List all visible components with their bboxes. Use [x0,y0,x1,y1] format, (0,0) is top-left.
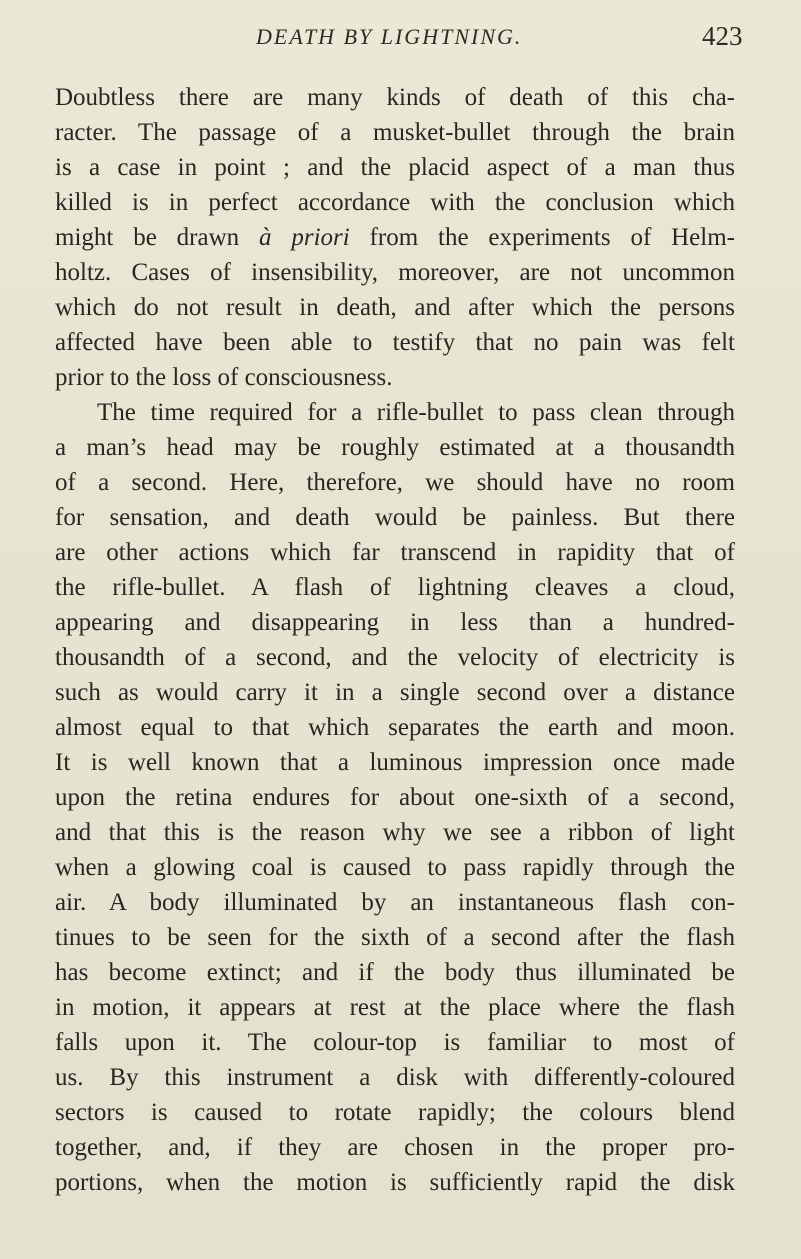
text-line: are other actions which far transcend in rapidity that of [55,539,735,566]
text-line: upon the retina endures for about one-sixth of a second, [55,784,735,811]
text-line: The time required for a rifle-bullet to pass clean through [97,399,735,426]
text-line: of a second. Here, therefore, we should have no room [55,469,735,496]
text-line: killed is in perfect accordance with the conclusion which [55,189,735,216]
text-line: in motion, it appears at rest at the place where the flash [55,994,735,1021]
body-text [55,80,735,1200]
text-line: and that this is the reason why we see a ribbon of light [55,819,735,846]
text-line: has become extinct; and if the body thus illuminated be [55,959,735,986]
text-line: us. By this instrument a disk with differently-coloured [55,1064,735,1091]
text-line: the rifle-bullet. A flash of lightning cleaves a cloud, [55,574,735,601]
text-line: affected have been able to testify that no pain was felt [55,329,735,356]
paragraph-2 [55,395,735,1200]
text-line: sectors is caused to rotate rapidly; the colours blend [55,1099,735,1126]
paragraph-1 [55,80,735,395]
text-line: falls upon it. The colour-top is familiar to most of [55,1029,735,1056]
text-line: portions, when the motion is sufficiently rapid the disk [55,1169,735,1196]
text-segment: from the experiments of Helm- [349,224,735,251]
text-line: when a glowing coal is caused to pass rapidly through the [55,854,735,881]
text-line: prior to the loss of consciousness. [55,364,393,391]
text-line: such as would carry it in a single second over a distance [55,679,735,706]
text-line: which do not result in death, and after which the persons [55,294,735,321]
text-line: for sensation, and death would be painless. But there [55,504,735,531]
text-line: almost equal to that which separates the earth and moon. [55,714,735,741]
text-line: racter. The passage of a musket-bullet through the brain [55,119,735,146]
text-line: together, and, if they are chosen in the proper pro- [55,1134,735,1161]
text-line: It is well known that a luminous impression once made [55,749,735,776]
text-line: a man’s head may be roughly estimated at a thousandth [55,434,735,461]
text-line: Doubtless there are many kinds of death of this cha- [55,84,735,111]
text-line: holtz. Cases of insensibility, moreover, are not uncommon [55,259,735,286]
text-line: thousandth of a second, and the velocity of electricity is [55,644,735,671]
page-header [0,12,801,56]
text-segment: might be drawn [55,224,259,251]
text-line: appearing and disappearing in less than a hundred- [55,609,735,636]
text-line: is a case in point ; and the placid aspect of a man thus [55,154,735,181]
running-head: DEATH BY LIGHTNING. [256,24,523,49]
text-line [55,220,735,255]
italic-phrase: à priori [258,224,350,251]
page-number: 423 [702,21,743,51]
text-line: air. A body illuminated by an instantaneous flash con- [55,889,735,916]
text-line: tinues to be seen for the sixth of a second after the flash [55,924,735,951]
